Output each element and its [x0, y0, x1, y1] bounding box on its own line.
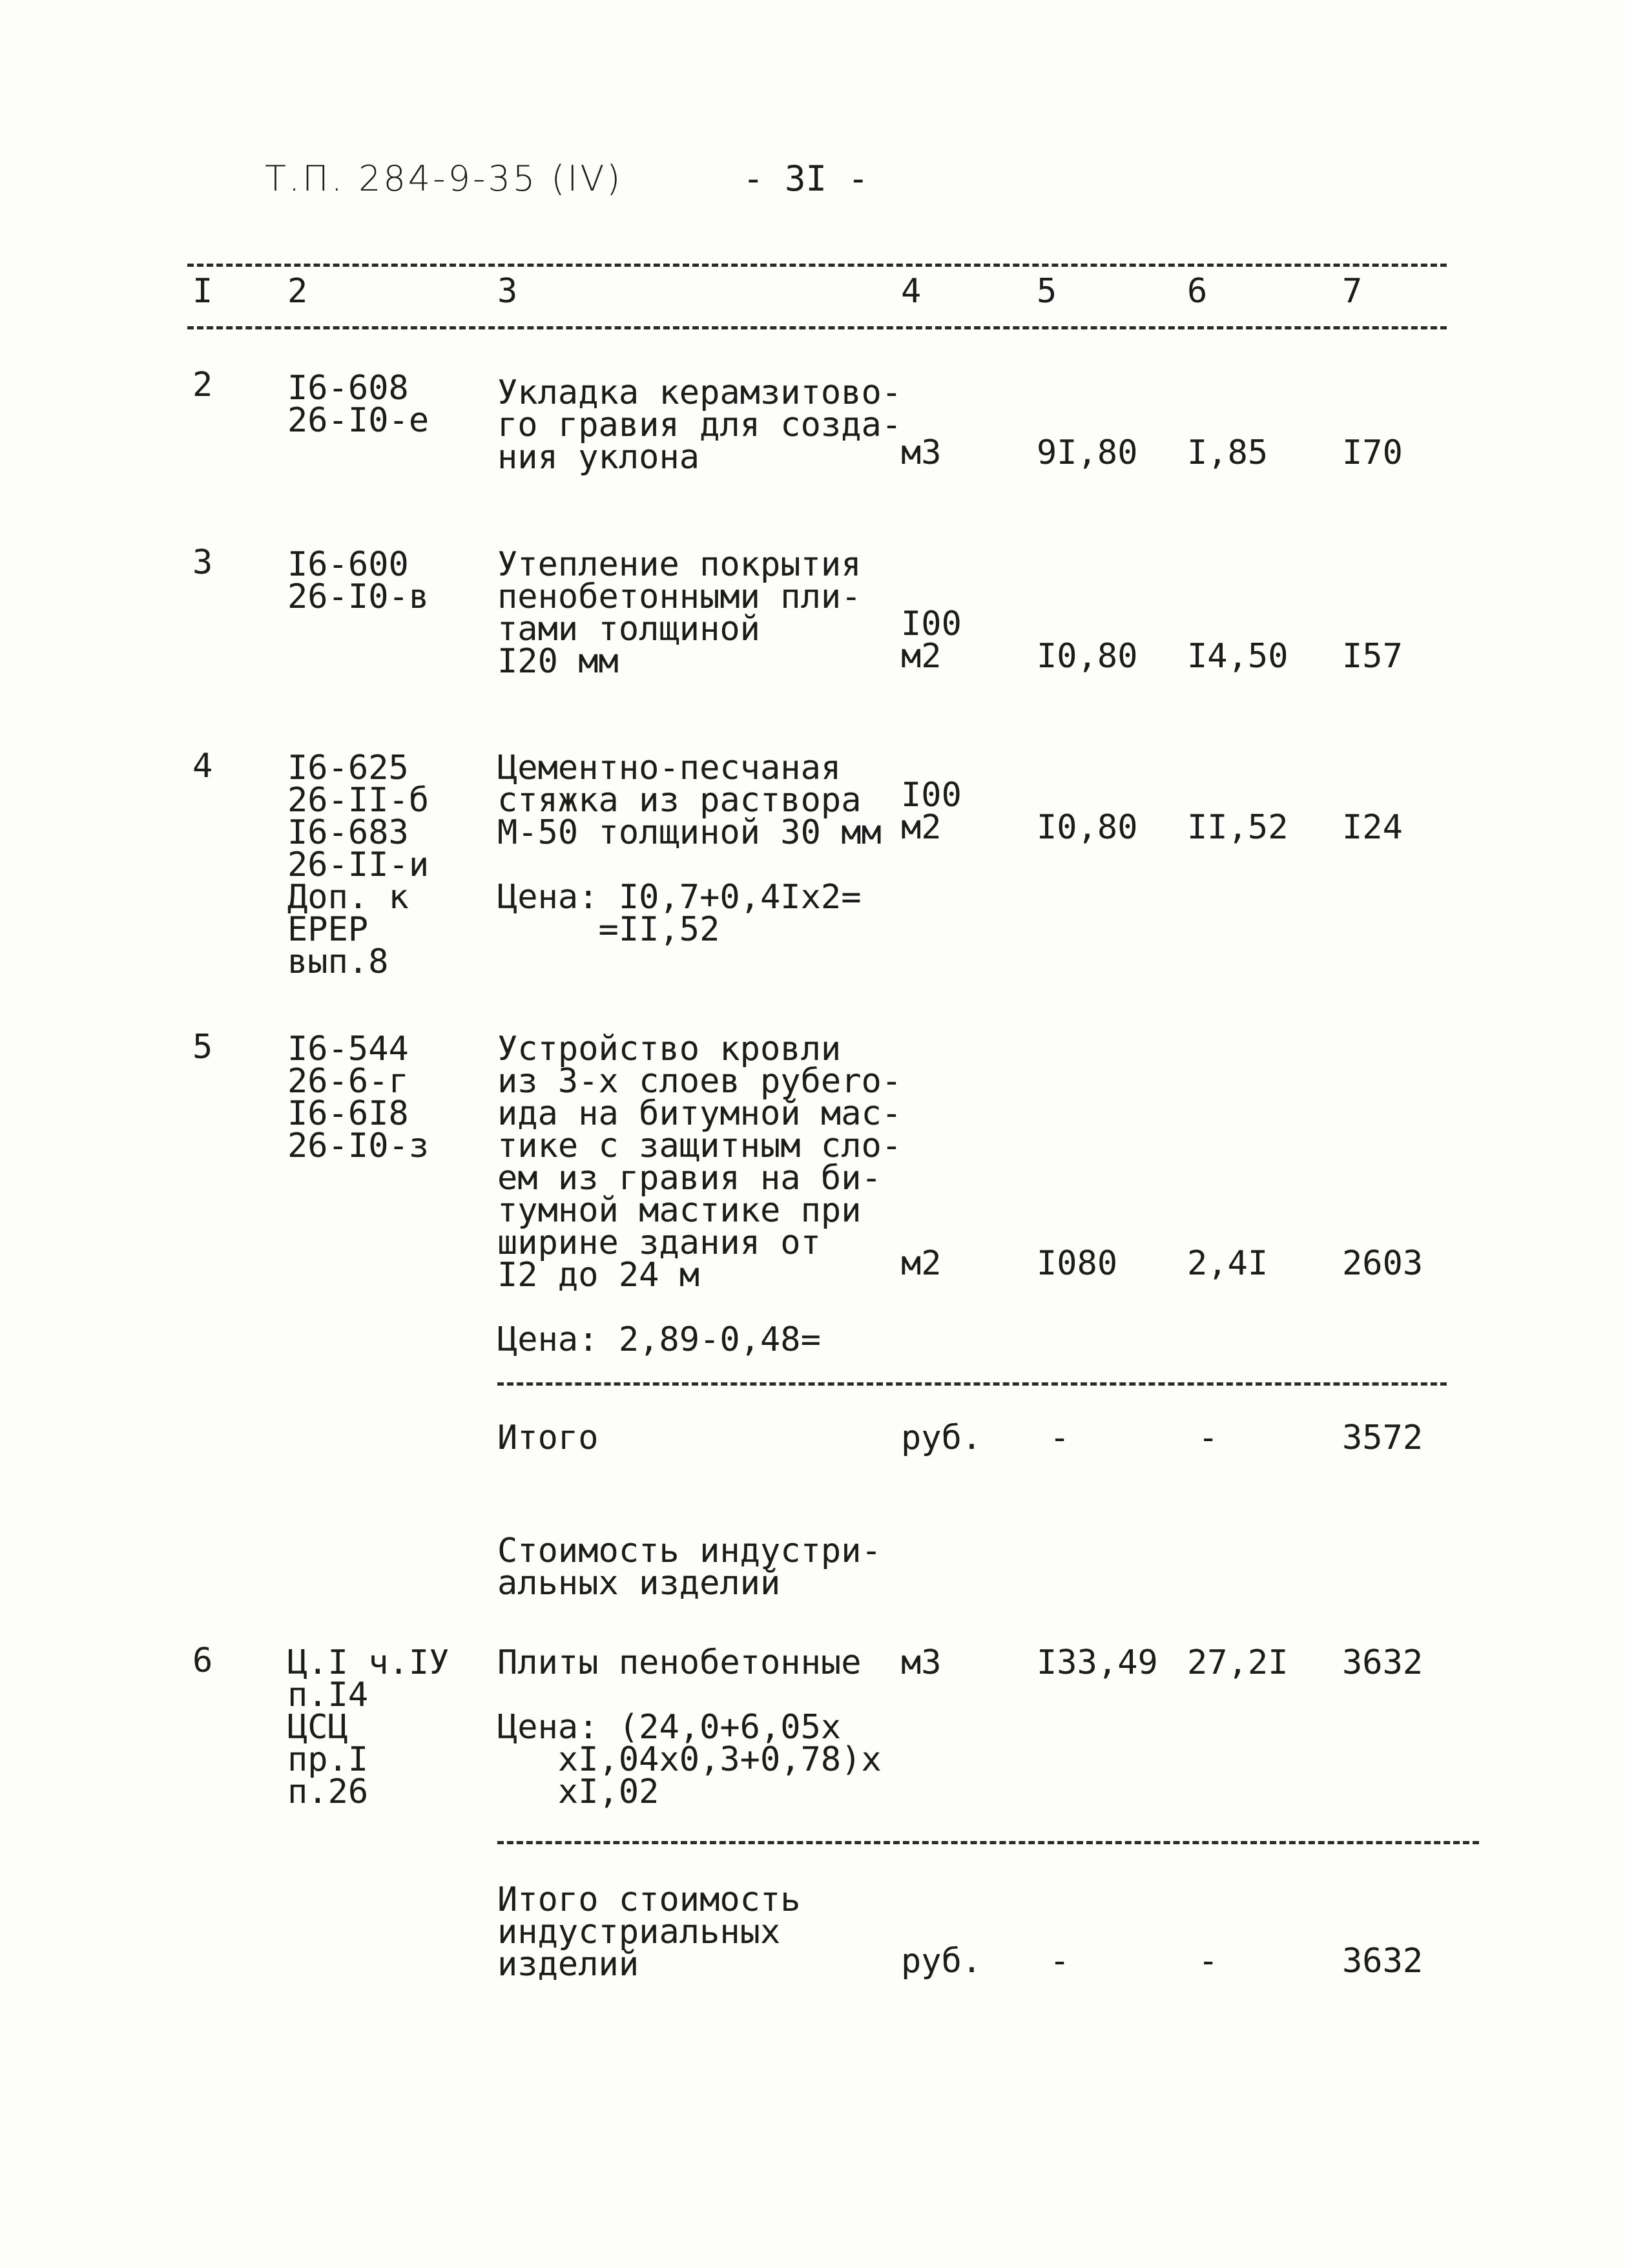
work-description: из 3-х слоев рубero- [497, 1062, 902, 1101]
price-formula: хI,02 [497, 1773, 659, 1811]
section-title: альных изделий [497, 1564, 781, 1603]
norm-code: Доп. к [287, 878, 409, 917]
unit: I00 [901, 776, 962, 815]
price-formula: Цена: (24,0+6,05х [497, 1708, 842, 1747]
total-industrial-label: индустриальных [497, 1913, 781, 1951]
work-description: тами толщиной [497, 610, 760, 649]
norm-code: I6-6I8 [287, 1094, 409, 1133]
work-description: ида на битумной мас- [497, 1094, 902, 1133]
norm-code: Ц.I ч.IУ [287, 1643, 450, 1682]
col-header-4: 4 [901, 272, 922, 311]
unit: м2 [901, 1244, 942, 1283]
unit-price: I4,50 [1187, 637, 1289, 676]
work-description: Цементно-песчаная [497, 749, 842, 787]
price-formula: =II,52 [497, 910, 720, 949]
norm-code: I6-544 [287, 1030, 409, 1068]
work-description: стяжка из раствора [497, 781, 862, 820]
work-description: Устройство кровли [497, 1030, 842, 1068]
total-industrial-unit: руб. [901, 1942, 982, 1981]
total-cost: I57 [1342, 637, 1403, 676]
unit-price: 27,2I [1187, 1643, 1289, 1682]
work-description: I2 до 24 м [497, 1256, 700, 1295]
total-industrial-quantity: - [1050, 1942, 1070, 1981]
work-description: Укладка керамзитово- [497, 373, 902, 412]
total-industrial-label: изделий [497, 1945, 639, 1984]
work-description: Утепление покрытия [497, 545, 862, 584]
page-number: - 3I - [743, 158, 869, 199]
total-industrial-price: - [1198, 1942, 1219, 1981]
norm-code: вып.8 [287, 942, 389, 981]
work-description: Плиты пенобетонные [497, 1643, 862, 1682]
subtotal-rule [497, 1382, 1447, 1386]
norm-code: 26-I0-з [287, 1127, 430, 1165]
work-description: ния уклона [497, 438, 700, 477]
unit-price: I,85 [1187, 433, 1268, 472]
work-description: М-50 толщиной 30 мм [497, 813, 882, 852]
work-description: тумной мастике при [497, 1191, 862, 1230]
quantity: I0,80 [1037, 637, 1138, 676]
unit-price: II,52 [1187, 808, 1289, 847]
quantity: I33,49 [1037, 1643, 1158, 1682]
top-rule [187, 264, 1447, 267]
work-description: пенобетонными пли- [497, 577, 862, 616]
total-industrial-label: Итого стоимость [497, 1880, 801, 1919]
unit-price: 2,4I [1187, 1244, 1268, 1283]
work-description: I20 мм [497, 642, 619, 681]
price-formula: Цена: 2,89-0,48= [497, 1320, 821, 1359]
norm-code: I6-683 [287, 813, 409, 852]
quantity: I0,80 [1037, 808, 1138, 847]
unit: м2 [901, 808, 942, 847]
unit: I00 [901, 605, 962, 643]
subtotal-unit: руб. [901, 1419, 982, 1457]
col-header-7: 7 [1342, 272, 1363, 311]
subtotal-label: Итого [497, 1419, 599, 1457]
quantity: 9I,80 [1037, 433, 1138, 472]
unit: м3 [901, 1643, 942, 1682]
work-description: ем из гравия на би- [497, 1159, 882, 1198]
total-rule [497, 1841, 1479, 1844]
price-formula: хI,04х0,3+0,78)х [497, 1740, 882, 1779]
norm-code: I6-600 [287, 545, 409, 584]
norm-code: 26-6-г [287, 1062, 409, 1101]
norm-code: ЕРЕР [287, 910, 369, 949]
quantity: I080 [1037, 1244, 1118, 1283]
unit: м3 [901, 433, 942, 472]
norm-code: 26-I0-е [287, 401, 430, 440]
col-header-6: 6 [1187, 272, 1208, 311]
norm-code: п.I4 [287, 1676, 369, 1714]
row-number: 6 [192, 1641, 213, 1680]
work-description: тике с защитным сло- [497, 1127, 902, 1165]
total-industrial-total: 3632 [1342, 1942, 1423, 1981]
row-number: 4 [192, 747, 213, 785]
norm-code: 26-II-и [287, 846, 430, 884]
total-cost: I70 [1342, 433, 1403, 472]
total-cost: 3632 [1342, 1643, 1423, 1682]
col-header-5: 5 [1037, 272, 1057, 311]
norm-code: I6-625 [287, 749, 409, 787]
work-description: го гравия для созда- [497, 406, 902, 444]
row-number: 5 [192, 1028, 213, 1066]
row-number: 2 [192, 366, 213, 404]
price-formula: Цена: I0,7+0,4Iх2= [497, 878, 862, 917]
norm-code: п.26 [287, 1773, 369, 1811]
work-description: ширине здания от [497, 1223, 821, 1262]
col-header-1: I [192, 272, 213, 311]
norm-code: 26-I0-в [287, 577, 430, 616]
norm-code: 26-II-б [287, 781, 430, 820]
row-number: 3 [192, 543, 213, 582]
subtotal-quantity: - [1050, 1419, 1070, 1457]
unit: м2 [901, 637, 942, 676]
norm-code: пр.I [287, 1740, 369, 1779]
header-rule [187, 326, 1447, 329]
norm-code: ЦСЦ [287, 1708, 348, 1747]
total-cost: 2603 [1342, 1244, 1423, 1283]
subtotal-total: 3572 [1342, 1419, 1423, 1457]
norm-code: I6-608 [287, 369, 409, 408]
col-header-2: 2 [287, 272, 308, 311]
subtotal-price: - [1198, 1419, 1219, 1457]
document-code: Т.П. 284-9-35 (IV) [265, 158, 623, 199]
col-header-3: 3 [497, 272, 518, 311]
section-title: Стоимость индустри- [497, 1532, 882, 1570]
total-cost: I24 [1342, 808, 1403, 847]
